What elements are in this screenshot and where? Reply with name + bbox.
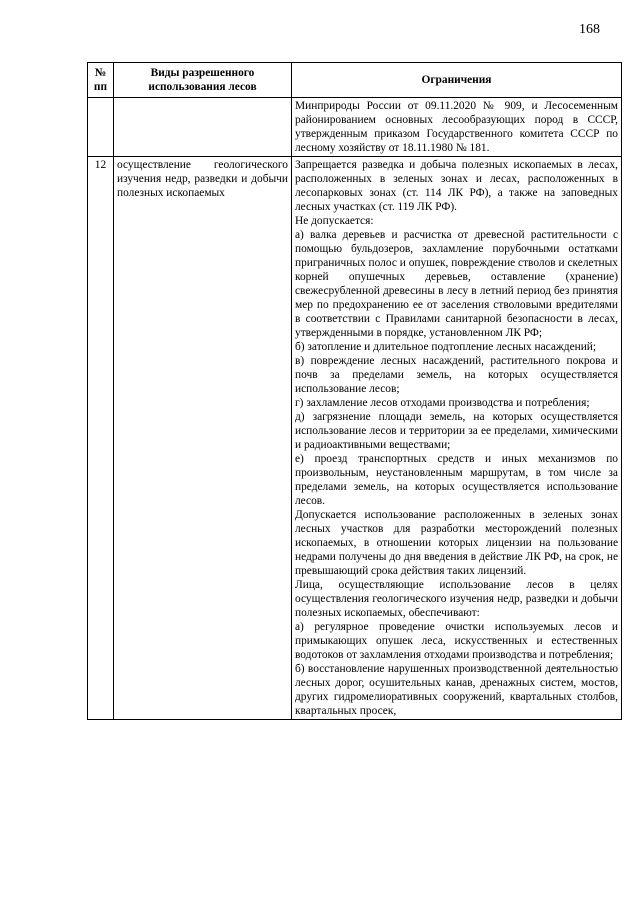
restriction-paragraph: а) регулярное проведение очистки используемых лесов и примыкающих опушек леса, искусственных и естественных водотоков от захламления отходами производства и потребления; — [295, 621, 618, 661]
row-number — [88, 98, 114, 157]
restriction-paragraph: Не допускается: — [295, 215, 374, 227]
header-number-line2: пп — [93, 81, 108, 93]
restriction-paragraph: Минприроды России от 09.11.2020 № 909, и Лесосеменным районированием основных лесообразующих пород в СССР, утвержденным приказом Государственного комитета СССР по лесному хозяйству от 18.11.1980 № 181. — [295, 100, 618, 154]
header-use-type-line2: использования лесов — [148, 81, 257, 93]
row-use-type — [114, 98, 292, 157]
restriction-paragraph: Лица, осуществляющие использование лесов в целях осуществления геологического изучения недр, разведки и добычи полезных ископаемых, обеспечивают: — [295, 579, 618, 619]
header-number — [88, 63, 114, 98]
restriction-paragraph: е) проезд транспортных средств и иных механизмов по произвольным, неустановленным маршрутам, в том числе за пределами земель, на которых осуществляется использование лесов. — [295, 453, 618, 507]
table-row — [88, 157, 622, 720]
table-header-row — [88, 63, 622, 98]
header-use-type — [114, 63, 292, 98]
restriction-paragraph: Запрещается разведка и добыча полезных ископаемых в лесах, расположенных в зеленых зонах и лесах, расположенных в лесопарковых зонах (ст. 114 ЛК РФ), а также на заповедных лесных участках (ст. 119 ЛК РФ). — [295, 159, 618, 213]
page-number: 168 — [579, 22, 600, 37]
header-restrictions: Ограничения — [292, 63, 622, 98]
header-number-line1: № — [94, 67, 107, 79]
restriction-paragraph: б) восстановление нарушенных производственной деятельностью лесных дорог, осушительных канав, дренажных систем, мостов, других гидромелиоративных сооружений, квартальных столбов, квартальных просек, — [295, 663, 618, 717]
restriction-paragraph: Допускается использование расположенных в зеленых зонах лесных участков для разработки месторождений полезных ископаемых, в отношении которых лицензии на пользование недрами получены до дня введения в действие ЛК РФ, на срок, не превышающий срока действия таких лицензий. — [295, 509, 618, 577]
restriction-paragraph: д) загрязнение площади земель, на которых осуществляется использование лесов и территории за ее пределами, химическими и радиоактивными веществами; — [295, 411, 618, 451]
restrictions-table — [87, 62, 622, 720]
row-number: 12 — [88, 157, 114, 720]
row-use-type: осуществление геологического изучения недр, разведки и добычи полезных ископаемых — [114, 157, 292, 720]
table-row — [88, 98, 622, 157]
restriction-paragraph: б) затопление и длительное подтопление лесных насаждений; — [295, 341, 597, 353]
row-restrictions — [292, 98, 622, 157]
restriction-paragraph: а) валка деревьев и расчистка от древесной растительности с помощью бульдозеров, захламление порубочными остатками приграничных полос и опушек, повреждение стволов и скелетных корней опушечных деревьев, оставление (хранение) свежесрубленной древесины в лесу в летний период без принятия мер по предохранению ее от заселения стволовыми вредителями в соответствии с Правилами санитарной безопасности в лесах, утвержденными в порядке, установленном ЛК РФ; — [295, 229, 618, 339]
restriction-paragraph: в) повреждение лесных насаждений, растительного покрова и почв за пределами земель, на которых осуществляется использование лесов; — [295, 355, 618, 395]
row-restrictions — [292, 157, 622, 720]
header-use-type-line1: Виды разрешенного — [150, 67, 255, 79]
restriction-paragraph: г) захламление лесов отходами производства и потребления; — [295, 397, 590, 409]
